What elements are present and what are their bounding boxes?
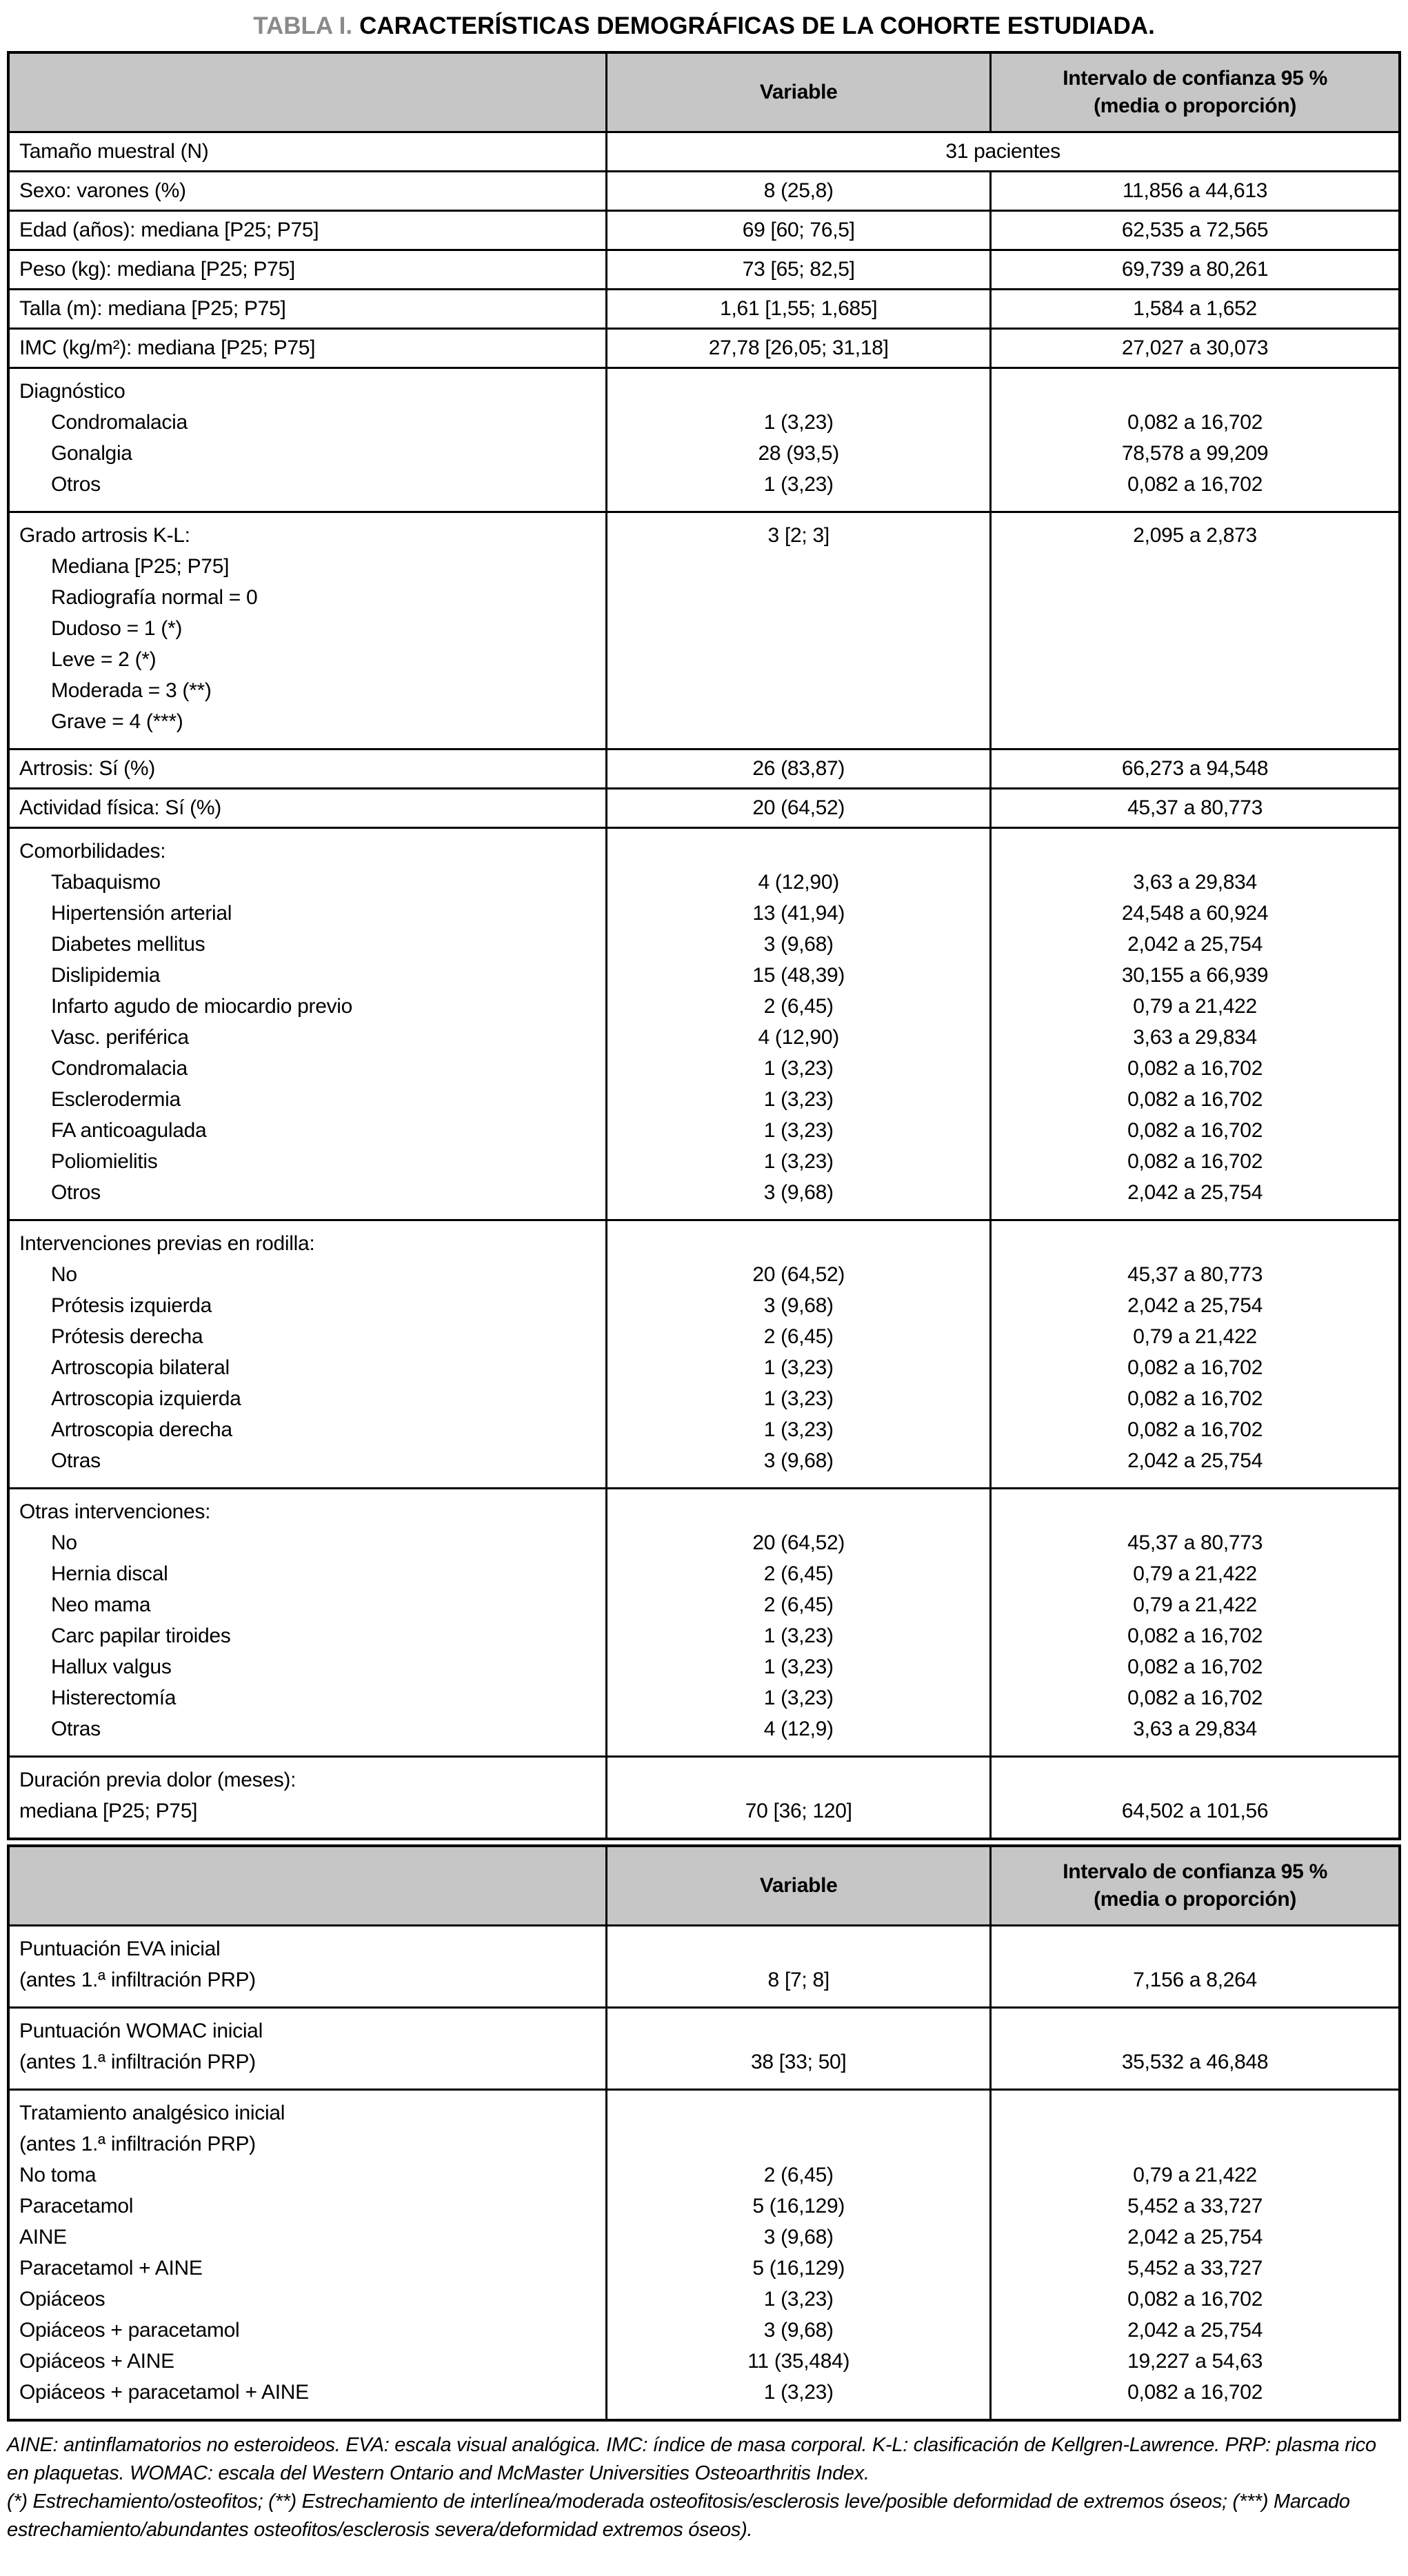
cell-line: 2,042 a 25,754 xyxy=(1127,2319,1263,2342)
row-label xyxy=(8,828,607,1220)
cell-line: 1 (3,23) xyxy=(763,473,834,496)
cell-line xyxy=(1001,2129,1389,2160)
cell-line xyxy=(1001,1764,1389,1795)
cell-line: 2 (6,45) xyxy=(763,1325,834,1348)
table-row xyxy=(8,329,1400,368)
cell-line xyxy=(1001,1933,1389,1964)
table-row xyxy=(8,789,1400,828)
cell-line xyxy=(1001,376,1389,407)
cell-line: 7,156 a 8,264 xyxy=(1133,1969,1257,1991)
cell-line: Opiáceos + AINE xyxy=(19,2350,174,2373)
cell-line: No toma xyxy=(19,2164,97,2186)
row-label: Talla (m): mediana [P25; P75] xyxy=(8,290,607,329)
cell-line xyxy=(1001,706,1389,737)
row-ci: 1,584 a 1,652 xyxy=(991,290,1400,329)
row-ci xyxy=(991,1489,1400,1757)
cell-line xyxy=(1001,1228,1389,1259)
cell-line: 35,532 a 46,848 xyxy=(1121,2051,1269,2073)
cell-line: 1 (3,23) xyxy=(763,411,834,434)
row-ci xyxy=(991,1926,1400,2008)
cell-line: Hipertensión arterial xyxy=(51,902,232,925)
cell-line xyxy=(617,706,980,737)
cell-line: Moderada = 3 (**) xyxy=(51,679,212,702)
row-variable: 26 (83,87) xyxy=(607,749,991,789)
cell-line: 4 (12,90) xyxy=(758,1026,839,1049)
cell-line: 0,082 a 16,702 xyxy=(1127,1387,1263,1410)
cell-line xyxy=(617,2015,980,2046)
table-row xyxy=(8,2090,1400,2421)
cell-line: Poliomielitis xyxy=(51,1150,158,1173)
cell-line: Histerectomía xyxy=(51,1687,177,1709)
row-variable: 8 (25,8) xyxy=(607,172,991,211)
cell-line: Artroscopia derecha xyxy=(51,1418,232,1441)
footnote-asterisks: (*) Estrechamiento/osteofitos; (**) Estrechamiento de interlínea/moderada osteofitosis/esclerosis leve/posible deformidad de extremos óseos; (***) Marcado estrechamiento/abundantes osteofitos/esclerosis severa/deformidad extremos óseos). xyxy=(7,2491,1350,2541)
row-label: Actividad física: Sí (%) xyxy=(8,789,607,828)
cell-line xyxy=(617,582,980,613)
row-span-value: 31 pacientes xyxy=(607,132,1400,172)
cell-line: Prótesis derecha xyxy=(51,1325,203,1348)
cell-line xyxy=(617,644,980,675)
cell-line xyxy=(1001,675,1389,706)
cell-line: 3 (9,68) xyxy=(763,2226,834,2248)
cell-line xyxy=(617,1933,980,1964)
cell-line: 13 (41,94) xyxy=(752,902,845,925)
cell-line: 45,37 a 80,773 xyxy=(1127,1531,1263,1554)
cell-line: Opiáceos xyxy=(19,2288,105,2311)
cell-line: Diabetes mellitus xyxy=(51,933,205,956)
row-ci: 62,535 a 72,565 xyxy=(991,211,1400,250)
cell-line: 0,082 a 16,702 xyxy=(1127,2381,1263,2404)
cell-line: 0,082 a 16,702 xyxy=(1127,2288,1263,2311)
cell-line: 4 (12,9) xyxy=(763,1718,834,1740)
cell-line: 3 [2; 3] xyxy=(767,524,829,547)
row-ci xyxy=(991,828,1400,1220)
table-row xyxy=(8,250,1400,290)
row-label xyxy=(8,1757,607,1840)
cell-line: 11 (35,484) xyxy=(747,2350,850,2373)
cell-line: 1 (3,23) xyxy=(763,2381,834,2404)
cell-line: Diagnóstico xyxy=(19,380,125,403)
cell-line: 5,452 a 33,727 xyxy=(1127,2257,1263,2280)
row-label xyxy=(8,2008,607,2090)
cell-line: 30,155 a 66,939 xyxy=(1121,964,1269,987)
cell-line: Otras xyxy=(51,1718,101,1740)
table-row xyxy=(8,211,1400,250)
cell-line: No xyxy=(51,1263,77,1286)
cell-line: Otras intervenciones: xyxy=(19,1500,211,1523)
cell-line: Tabaquismo xyxy=(51,871,161,894)
cell-line: 1 (3,23) xyxy=(763,2288,834,2311)
cell-line: Prótesis izquierda xyxy=(51,1294,212,1317)
cell-line: Intervenciones previas en rodilla: xyxy=(19,1232,315,1255)
corner-header-cell xyxy=(8,52,607,132)
cell-line: 1 (3,23) xyxy=(763,1624,834,1647)
cell-line: 1 (3,23) xyxy=(763,1150,834,1173)
cell-line xyxy=(1001,836,1389,867)
cell-line xyxy=(1001,2015,1389,2046)
cell-line: Condromalacia xyxy=(51,1057,188,1080)
cell-line: FA anticoagulada xyxy=(51,1119,207,1142)
cell-line: Puntuación EVA inicial xyxy=(19,1938,221,1960)
row-variable: 1,61 [1,55; 1,685] xyxy=(607,290,991,329)
cell-line xyxy=(617,551,980,582)
cell-line: Esclerodermia xyxy=(51,1088,181,1111)
row-ci xyxy=(991,512,1400,749)
cell-line xyxy=(617,1496,980,1527)
table-row xyxy=(8,132,1400,172)
row-ci: 27,027 a 30,073 xyxy=(991,329,1400,368)
cell-line: Infarto agudo de miocardio previo xyxy=(51,995,353,1018)
cell-line: Mediana [P25; P75] xyxy=(51,555,230,578)
cell-line: 3 (9,68) xyxy=(763,1294,834,1317)
cell-line: 0,082 a 16,702 xyxy=(1127,1150,1263,1173)
cell-line: 2,095 a 2,873 xyxy=(1133,524,1257,547)
cell-line: Gonalgia xyxy=(51,442,132,465)
table-row xyxy=(8,1489,1400,1757)
cell-line xyxy=(617,2097,980,2129)
cell-line: Otras xyxy=(51,1449,101,1472)
cell-line: 24,548 a 60,924 xyxy=(1121,902,1269,925)
cell-line: 78,578 a 99,209 xyxy=(1121,442,1269,465)
table-number-label: TABLA I. xyxy=(253,12,353,39)
cell-line: Otros xyxy=(51,1181,101,1204)
ci-header-line-1: Intervalo de confianza 95 % xyxy=(1063,67,1327,90)
row-label: Tamaño muestral (N) xyxy=(8,132,607,172)
row-label xyxy=(8,1489,607,1757)
cell-line xyxy=(617,1764,980,1795)
corner-header-cell xyxy=(8,1846,607,1926)
variable-column-header: Variable xyxy=(607,52,991,132)
header-row xyxy=(8,1846,1400,1926)
cell-line: Artroscopia izquierda xyxy=(51,1387,241,1410)
cell-line: 3 (9,68) xyxy=(763,1449,834,1472)
cell-line: 2,042 a 25,754 xyxy=(1127,2226,1263,2248)
header-row xyxy=(8,52,1400,132)
cell-line: Grave = 4 (***) xyxy=(51,710,183,733)
table-footnotes xyxy=(7,2431,1401,2544)
row-label xyxy=(8,1220,607,1489)
cell-line: Hallux valgus xyxy=(51,1656,172,1678)
table-row xyxy=(8,512,1400,749)
cell-line: 1 (3,23) xyxy=(763,1088,834,1111)
cell-line: 0,082 a 16,702 xyxy=(1127,473,1263,496)
cell-line: (antes 1.ª infiltración PRP) xyxy=(19,2051,256,2073)
row-variable: 27,78 [26,05; 31,18] xyxy=(607,329,991,368)
row-variable: 20 (64,52) xyxy=(607,789,991,828)
row-variable xyxy=(607,1926,991,2008)
cell-line: Comorbilidades: xyxy=(19,840,166,863)
row-variable xyxy=(607,1757,991,1840)
demographics-table-part-2 xyxy=(7,1844,1401,2422)
cell-line: 0,79 a 21,422 xyxy=(1133,1562,1257,1585)
footnote-abbreviations: AINE: antinflamatorios no esteroideos. EVA: escala visual analógica. IMC: índice de masa corporal. K-L: clasificación de Kellgren-Lawrence. PRP: plasma rico en plaquetas. WOMAC: escala del Western Ontario and McMaster Universities Osteoarthritis Index. xyxy=(7,2434,1376,2484)
cell-line: 64,502 a 101,56 xyxy=(1121,1800,1269,1822)
cell-line: 15 (48,39) xyxy=(752,964,845,987)
cell-line: Condromalacia xyxy=(51,411,188,434)
ci-header-line-1: Intervalo de confianza 95 % xyxy=(1063,1860,1327,1883)
row-label xyxy=(8,512,607,749)
cell-line: No xyxy=(51,1531,77,1554)
row-variable xyxy=(607,2008,991,2090)
cell-line: 0,79 a 21,422 xyxy=(1133,995,1257,1018)
row-variable xyxy=(607,1489,991,1757)
cell-line: 4 (12,90) xyxy=(758,871,839,894)
ci-column-header xyxy=(991,52,1400,132)
cell-line: 2 (6,45) xyxy=(763,1562,834,1585)
row-variable xyxy=(607,512,991,749)
cell-line: 1 (3,23) xyxy=(763,1119,834,1142)
table-row xyxy=(8,828,1400,1220)
row-label: Edad (años): mediana [P25; P75] xyxy=(8,211,607,250)
cell-line xyxy=(617,836,980,867)
row-label: Artrosis: Sí (%) xyxy=(8,749,607,789)
cell-line: AINE xyxy=(19,2226,67,2248)
cell-line: 5 (16,129) xyxy=(752,2195,845,2217)
cell-line: 45,37 a 80,773 xyxy=(1127,1263,1263,1286)
cell-line: 1 (3,23) xyxy=(763,1057,834,1080)
row-label: Peso (kg): mediana [P25; P75] xyxy=(8,250,607,290)
table-row xyxy=(8,172,1400,211)
cell-line: 1 (3,23) xyxy=(763,1656,834,1678)
cell-line: Vasc. periférica xyxy=(51,1026,189,1049)
cell-line: Grado artrosis K-L: xyxy=(19,524,190,547)
cell-line: 3 (9,68) xyxy=(763,1181,834,1204)
cell-line: 3 (9,68) xyxy=(763,933,834,956)
cell-line: Opiáceos + paracetamol xyxy=(19,2319,240,2342)
cell-line xyxy=(1001,1496,1389,1527)
cell-line: 2,042 a 25,754 xyxy=(1127,1294,1263,1317)
cell-line: 38 [33; 50] xyxy=(750,2051,847,2073)
table-row xyxy=(8,1926,1400,2008)
cell-line: Duración previa dolor (meses): xyxy=(19,1769,296,1791)
cell-line: mediana [P25; P75] xyxy=(19,1800,198,1822)
table-row xyxy=(8,1757,1400,1840)
row-label xyxy=(8,368,607,512)
table-row xyxy=(8,290,1400,329)
cell-line: 2,042 a 25,754 xyxy=(1127,1181,1263,1204)
cell-line xyxy=(617,675,980,706)
cell-line xyxy=(617,613,980,644)
cell-line: Leve = 2 (*) xyxy=(51,648,157,671)
cell-line: Opiáceos + paracetamol + AINE xyxy=(19,2381,309,2404)
cell-line: 0,082 a 16,702 xyxy=(1127,1356,1263,1379)
table-row xyxy=(8,368,1400,512)
cell-line: (antes 1.ª infiltración PRP) xyxy=(19,1969,256,1991)
row-variable: 69 [60; 76,5] xyxy=(607,211,991,250)
row-ci xyxy=(991,2008,1400,2090)
cell-line: 1 (3,23) xyxy=(763,1687,834,1709)
cell-line: Neo mama xyxy=(51,1593,151,1616)
cell-line: 0,79 a 21,422 xyxy=(1133,2164,1257,2186)
cell-line: 0,082 a 16,702 xyxy=(1127,1119,1263,1142)
cell-line: Tratamiento analgésico inicial xyxy=(19,2102,285,2124)
row-variable xyxy=(607,1220,991,1489)
cell-line: 1 (3,23) xyxy=(763,1387,834,1410)
cell-line: Hernia discal xyxy=(51,1562,168,1585)
cell-line: 5,452 a 33,727 xyxy=(1127,2195,1263,2217)
cell-line: 3 (9,68) xyxy=(763,2319,834,2342)
cell-line: 3,63 a 29,834 xyxy=(1133,1026,1257,1049)
row-ci: 69,739 a 80,261 xyxy=(991,250,1400,290)
cell-line xyxy=(1001,551,1389,582)
cell-line: 2,042 a 25,754 xyxy=(1127,1449,1263,1472)
row-ci: 11,856 a 44,613 xyxy=(991,172,1400,211)
row-ci xyxy=(991,1757,1400,1840)
ci-header-line-2: (media o proporción) xyxy=(1094,94,1297,117)
demographics-table-part-1 xyxy=(7,51,1401,1840)
cell-line: Artroscopia bilateral xyxy=(51,1356,230,1379)
row-label xyxy=(8,2090,607,2421)
cell-line: 0,082 a 16,702 xyxy=(1127,1624,1263,1647)
cell-line: 3,63 a 29,834 xyxy=(1133,1718,1257,1740)
cell-line: 0,082 a 16,702 xyxy=(1127,1656,1263,1678)
cell-line: 70 [36; 120] xyxy=(745,1800,852,1822)
row-label: Sexo: varones (%) xyxy=(8,172,607,211)
table-row xyxy=(8,2008,1400,2090)
cell-line: 0,79 a 21,422 xyxy=(1133,1325,1257,1348)
cell-line xyxy=(1001,2097,1389,2129)
cell-line: 5 (16,129) xyxy=(752,2257,845,2280)
table-title-text: CARACTERÍSTICAS DEMOGRÁFICAS DE LA COHORTE ESTUDIADA. xyxy=(359,12,1155,39)
cell-line xyxy=(1001,582,1389,613)
table-row xyxy=(8,749,1400,789)
cell-line: 8 [7; 8] xyxy=(767,1969,829,1991)
cell-line: 28 (93,5) xyxy=(758,442,839,465)
row-label xyxy=(8,1926,607,2008)
cell-line: 0,082 a 16,702 xyxy=(1127,1088,1263,1111)
cell-line xyxy=(1001,613,1389,644)
cell-line: 2 (6,45) xyxy=(763,2164,834,2186)
row-variable xyxy=(607,368,991,512)
cell-line xyxy=(617,1228,980,1259)
cell-line: 0,082 a 16,702 xyxy=(1127,411,1263,434)
cell-line: Dislipidemia xyxy=(51,964,161,987)
row-ci xyxy=(991,368,1400,512)
cell-line: 1 (3,23) xyxy=(763,1418,834,1441)
variable-column-header: Variable xyxy=(607,1846,991,1926)
row-variable xyxy=(607,828,991,1220)
cell-line: 0,082 a 16,702 xyxy=(1127,1418,1263,1441)
cell-line: 2 (6,45) xyxy=(763,995,834,1018)
cell-line: (antes 1.ª infiltración PRP) xyxy=(19,2133,256,2155)
cell-line: Paracetamol xyxy=(19,2195,134,2217)
cell-line: Dudoso = 1 (*) xyxy=(51,617,183,640)
page-title xyxy=(7,12,1401,40)
cell-line: Carc papilar tiroides xyxy=(51,1624,231,1647)
cell-line: Otros xyxy=(51,473,101,496)
ci-column-header xyxy=(991,1846,1400,1926)
row-ci xyxy=(991,2090,1400,2421)
cell-line: 3,63 a 29,834 xyxy=(1133,871,1257,894)
cell-line: 0,082 a 16,702 xyxy=(1127,1057,1263,1080)
cell-line: Puntuación WOMAC inicial xyxy=(19,2020,263,2042)
cell-line: 19,227 a 54,63 xyxy=(1127,2350,1263,2373)
cell-line: 1 (3,23) xyxy=(763,1356,834,1379)
row-ci xyxy=(991,1220,1400,1489)
row-label: IMC (kg/m²): mediana [P25; P75] xyxy=(8,329,607,368)
cell-line: 0,79 a 21,422 xyxy=(1133,1593,1257,1616)
cell-line xyxy=(617,376,980,407)
cell-line xyxy=(1001,644,1389,675)
ci-header-line-2: (media o proporción) xyxy=(1094,1888,1297,1911)
row-ci: 66,273 a 94,548 xyxy=(991,749,1400,789)
cell-line xyxy=(617,2129,980,2160)
cell-line: 2,042 a 25,754 xyxy=(1127,933,1263,956)
cell-line: 2 (6,45) xyxy=(763,1593,834,1616)
cell-line: 20 (64,52) xyxy=(752,1531,845,1554)
cell-line: Radiografía normal = 0 xyxy=(51,586,258,609)
row-variable xyxy=(607,2090,991,2421)
cell-line: Paracetamol + AINE xyxy=(19,2257,203,2280)
table-row xyxy=(8,1220,1400,1489)
cell-line: 0,082 a 16,702 xyxy=(1127,1687,1263,1709)
row-variable: 73 [65; 82,5] xyxy=(607,250,991,290)
row-ci: 45,37 a 80,773 xyxy=(991,789,1400,828)
cell-line: 20 (64,52) xyxy=(752,1263,845,1286)
